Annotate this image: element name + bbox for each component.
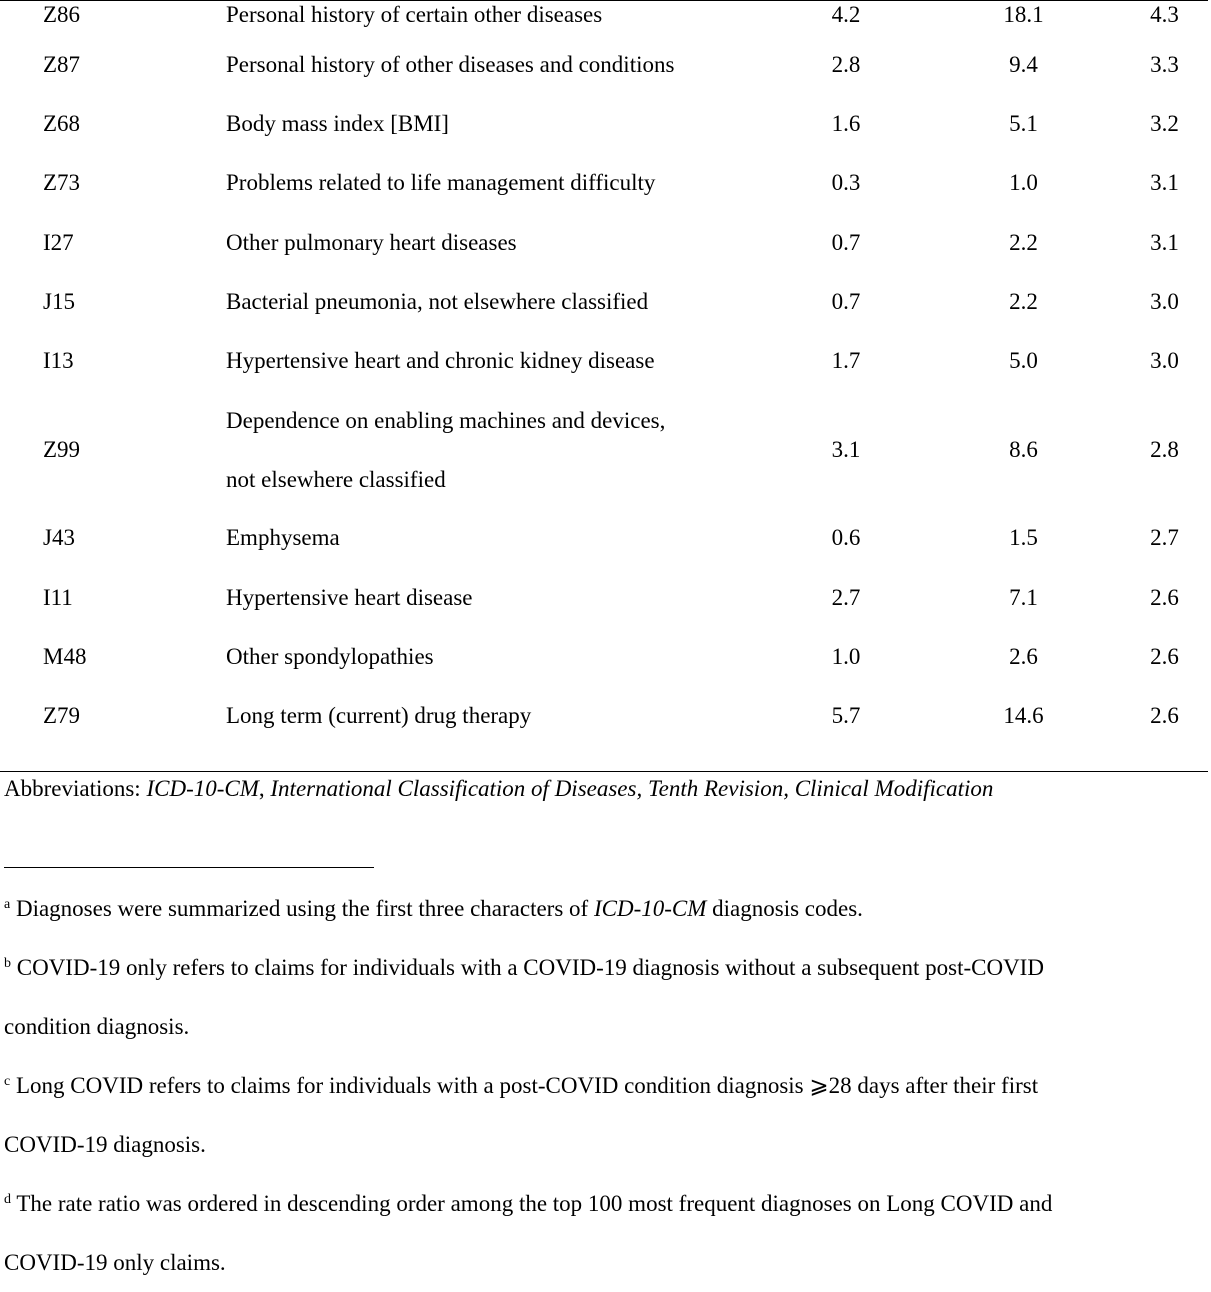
- diagnosis-description: Personal history of other diseases and conditions: [226, 51, 675, 77]
- icd-code: Z79: [43, 703, 81, 729]
- table-row: [0, 94, 1208, 153]
- rate-ratio: 3.2: [1150, 110, 1179, 136]
- abbreviations-prefix: Abbreviations:: [4, 776, 147, 801]
- rate-ratio: 3.1: [1150, 170, 1179, 196]
- covid-only-rate: 5.7: [831, 703, 861, 729]
- icd-code: J15: [43, 288, 75, 314]
- diagnosis-description: Problems related to life management difficulty: [226, 170, 656, 196]
- table-row: [0, 627, 1208, 686]
- footnote-b-continued: condition diagnosis.: [4, 1014, 190, 1039]
- diagnosis-description: Personal history of certain other diseases: [226, 2, 603, 27]
- table-row: [0, 509, 1208, 568]
- rate-ratio: 3.1: [1150, 229, 1179, 255]
- abbreviation-separator: ,: [258, 776, 271, 801]
- icd-code: I27: [43, 229, 74, 255]
- icd-code: Z73: [43, 170, 81, 196]
- covid-only-rate: 1.0: [831, 644, 861, 670]
- footnote-text: The rate ratio was ordered in descending order among the top 100 most frequent diagnoses on Long COVID and: [11, 1191, 1053, 1216]
- icd-code: M48: [43, 644, 87, 670]
- rate-ratio: 3.0: [1150, 348, 1179, 374]
- icd-code: Z86: [43, 2, 81, 27]
- rate-ratio: 2.8: [1150, 436, 1179, 462]
- table-row: [0, 213, 1208, 272]
- long-covid-rate: 1.0: [1009, 170, 1038, 196]
- rate-ratio: 2.6: [1150, 584, 1179, 610]
- covid-only-rate: 1.7: [831, 348, 861, 374]
- diagnosis-description: Long term (current) drug therapy: [226, 703, 532, 729]
- long-covid-rate: 5.1: [1009, 110, 1038, 136]
- footnote-text: diagnosis codes.: [706, 896, 863, 921]
- icd-code: Z68: [43, 110, 81, 136]
- rate-ratio: 2.6: [1150, 644, 1179, 670]
- icd-code: Z87: [43, 51, 81, 77]
- abbreviation-definition: International Classification of Diseases, Tenth Revision, Clinical Modification: [270, 776, 994, 801]
- footnote-marker: b: [4, 956, 11, 971]
- diagnosis-description: [226, 391, 766, 509]
- rate-ratio: 4.3: [1150, 2, 1179, 27]
- footnote-text: Diagnoses were summarized using the first three characters of: [10, 896, 594, 921]
- icd-code: I11: [43, 584, 73, 610]
- footnote-c: [4, 1056, 1204, 1115]
- diagnosis-description: Other spondylopathies: [226, 644, 434, 670]
- diagnosis-description-line: not elsewhere classified: [226, 466, 446, 492]
- diagnosis-description: Bacterial pneumonia, not elsewhere classified: [226, 288, 649, 314]
- diagnosis-description: Hypertensive heart disease: [226, 584, 473, 610]
- diagnosis-description-line: Dependence on enabling machines and devices,: [226, 407, 666, 433]
- icd-code: I13: [43, 348, 74, 374]
- table-bottom-rule: [0, 771, 1208, 772]
- icd-code: Z99: [43, 436, 81, 462]
- long-covid-rate: 2.6: [1009, 644, 1038, 670]
- abbreviations-note: [4, 775, 993, 803]
- table-row: [0, 154, 1208, 213]
- long-covid-rate: 7.1: [1009, 584, 1038, 610]
- table-row: [0, 687, 1208, 746]
- long-covid-rate: 9.4: [1009, 51, 1038, 77]
- footnote-c-continued: COVID-19 diagnosis.: [4, 1132, 206, 1157]
- diagnosis-description: Hypertensive heart and chronic kidney disease: [226, 348, 655, 374]
- table-row: [0, 391, 1208, 509]
- rate-ratio: 2.6: [1150, 703, 1179, 729]
- covid-only-rate: 3.1: [831, 436, 861, 462]
- diagnosis-description: Emphysema: [226, 525, 340, 551]
- abbreviation-term: ICD-10-CM: [146, 776, 259, 801]
- long-covid-rate: 18.1: [1003, 2, 1044, 27]
- diagnosis-description: Other pulmonary heart diseases: [226, 229, 517, 255]
- footnotes: [4, 879, 1204, 1292]
- covid-only-rate: 0.7: [831, 288, 861, 314]
- footnote-italic-term: ICD-10-CM: [593, 896, 707, 921]
- long-covid-rate: 5.0: [1009, 348, 1038, 374]
- covid-only-rate: 0.3: [831, 170, 861, 196]
- covid-only-rate: 0.6: [831, 525, 861, 551]
- footnote-separator: [4, 867, 374, 868]
- covid-only-rate: 1.6: [831, 110, 861, 136]
- table-row: [0, 0, 1208, 35]
- long-covid-rate: 1.5: [1009, 525, 1038, 551]
- long-covid-rate: 2.2: [1009, 288, 1038, 314]
- footnote-a: [4, 879, 1204, 938]
- table-row: [0, 35, 1208, 94]
- diagnosis-description: Body mass index [BMI]: [226, 110, 449, 136]
- footnote-marker: a: [4, 897, 11, 912]
- table-row: [0, 568, 1208, 627]
- long-covid-rate: 14.6: [1003, 703, 1044, 729]
- footnote-d-continued: COVID-19 only claims.: [4, 1250, 226, 1275]
- rate-ratio: 3.0: [1150, 288, 1179, 314]
- table-row: [0, 272, 1208, 331]
- footnote-b: [4, 938, 1204, 997]
- icd-code: J43: [43, 525, 75, 551]
- footnote-d: [4, 1174, 1204, 1233]
- covid-only-rate: 0.7: [831, 229, 861, 255]
- footnote-marker: d: [4, 1192, 11, 1207]
- table-row: [0, 331, 1208, 390]
- long-covid-rate: 2.2: [1009, 229, 1038, 255]
- covid-only-rate: 2.8: [831, 51, 861, 77]
- rate-ratio: 3.3: [1150, 51, 1179, 77]
- rate-ratio: 2.7: [1150, 525, 1179, 551]
- long-covid-rate: 8.6: [1009, 436, 1038, 462]
- covid-only-rate: 4.2: [831, 2, 861, 27]
- footnote-text: Long COVID refers to claims for individuals with a post-COVID condition diagnosis ⩾28 days after their first: [10, 1073, 1039, 1098]
- footnote-marker: c: [4, 1074, 11, 1089]
- footnote-text: COVID-19 only refers to claims for individuals with a COVID-19 diagnosis without a subsequent post-COVID: [11, 955, 1044, 980]
- covid-only-rate: 2.7: [831, 584, 861, 610]
